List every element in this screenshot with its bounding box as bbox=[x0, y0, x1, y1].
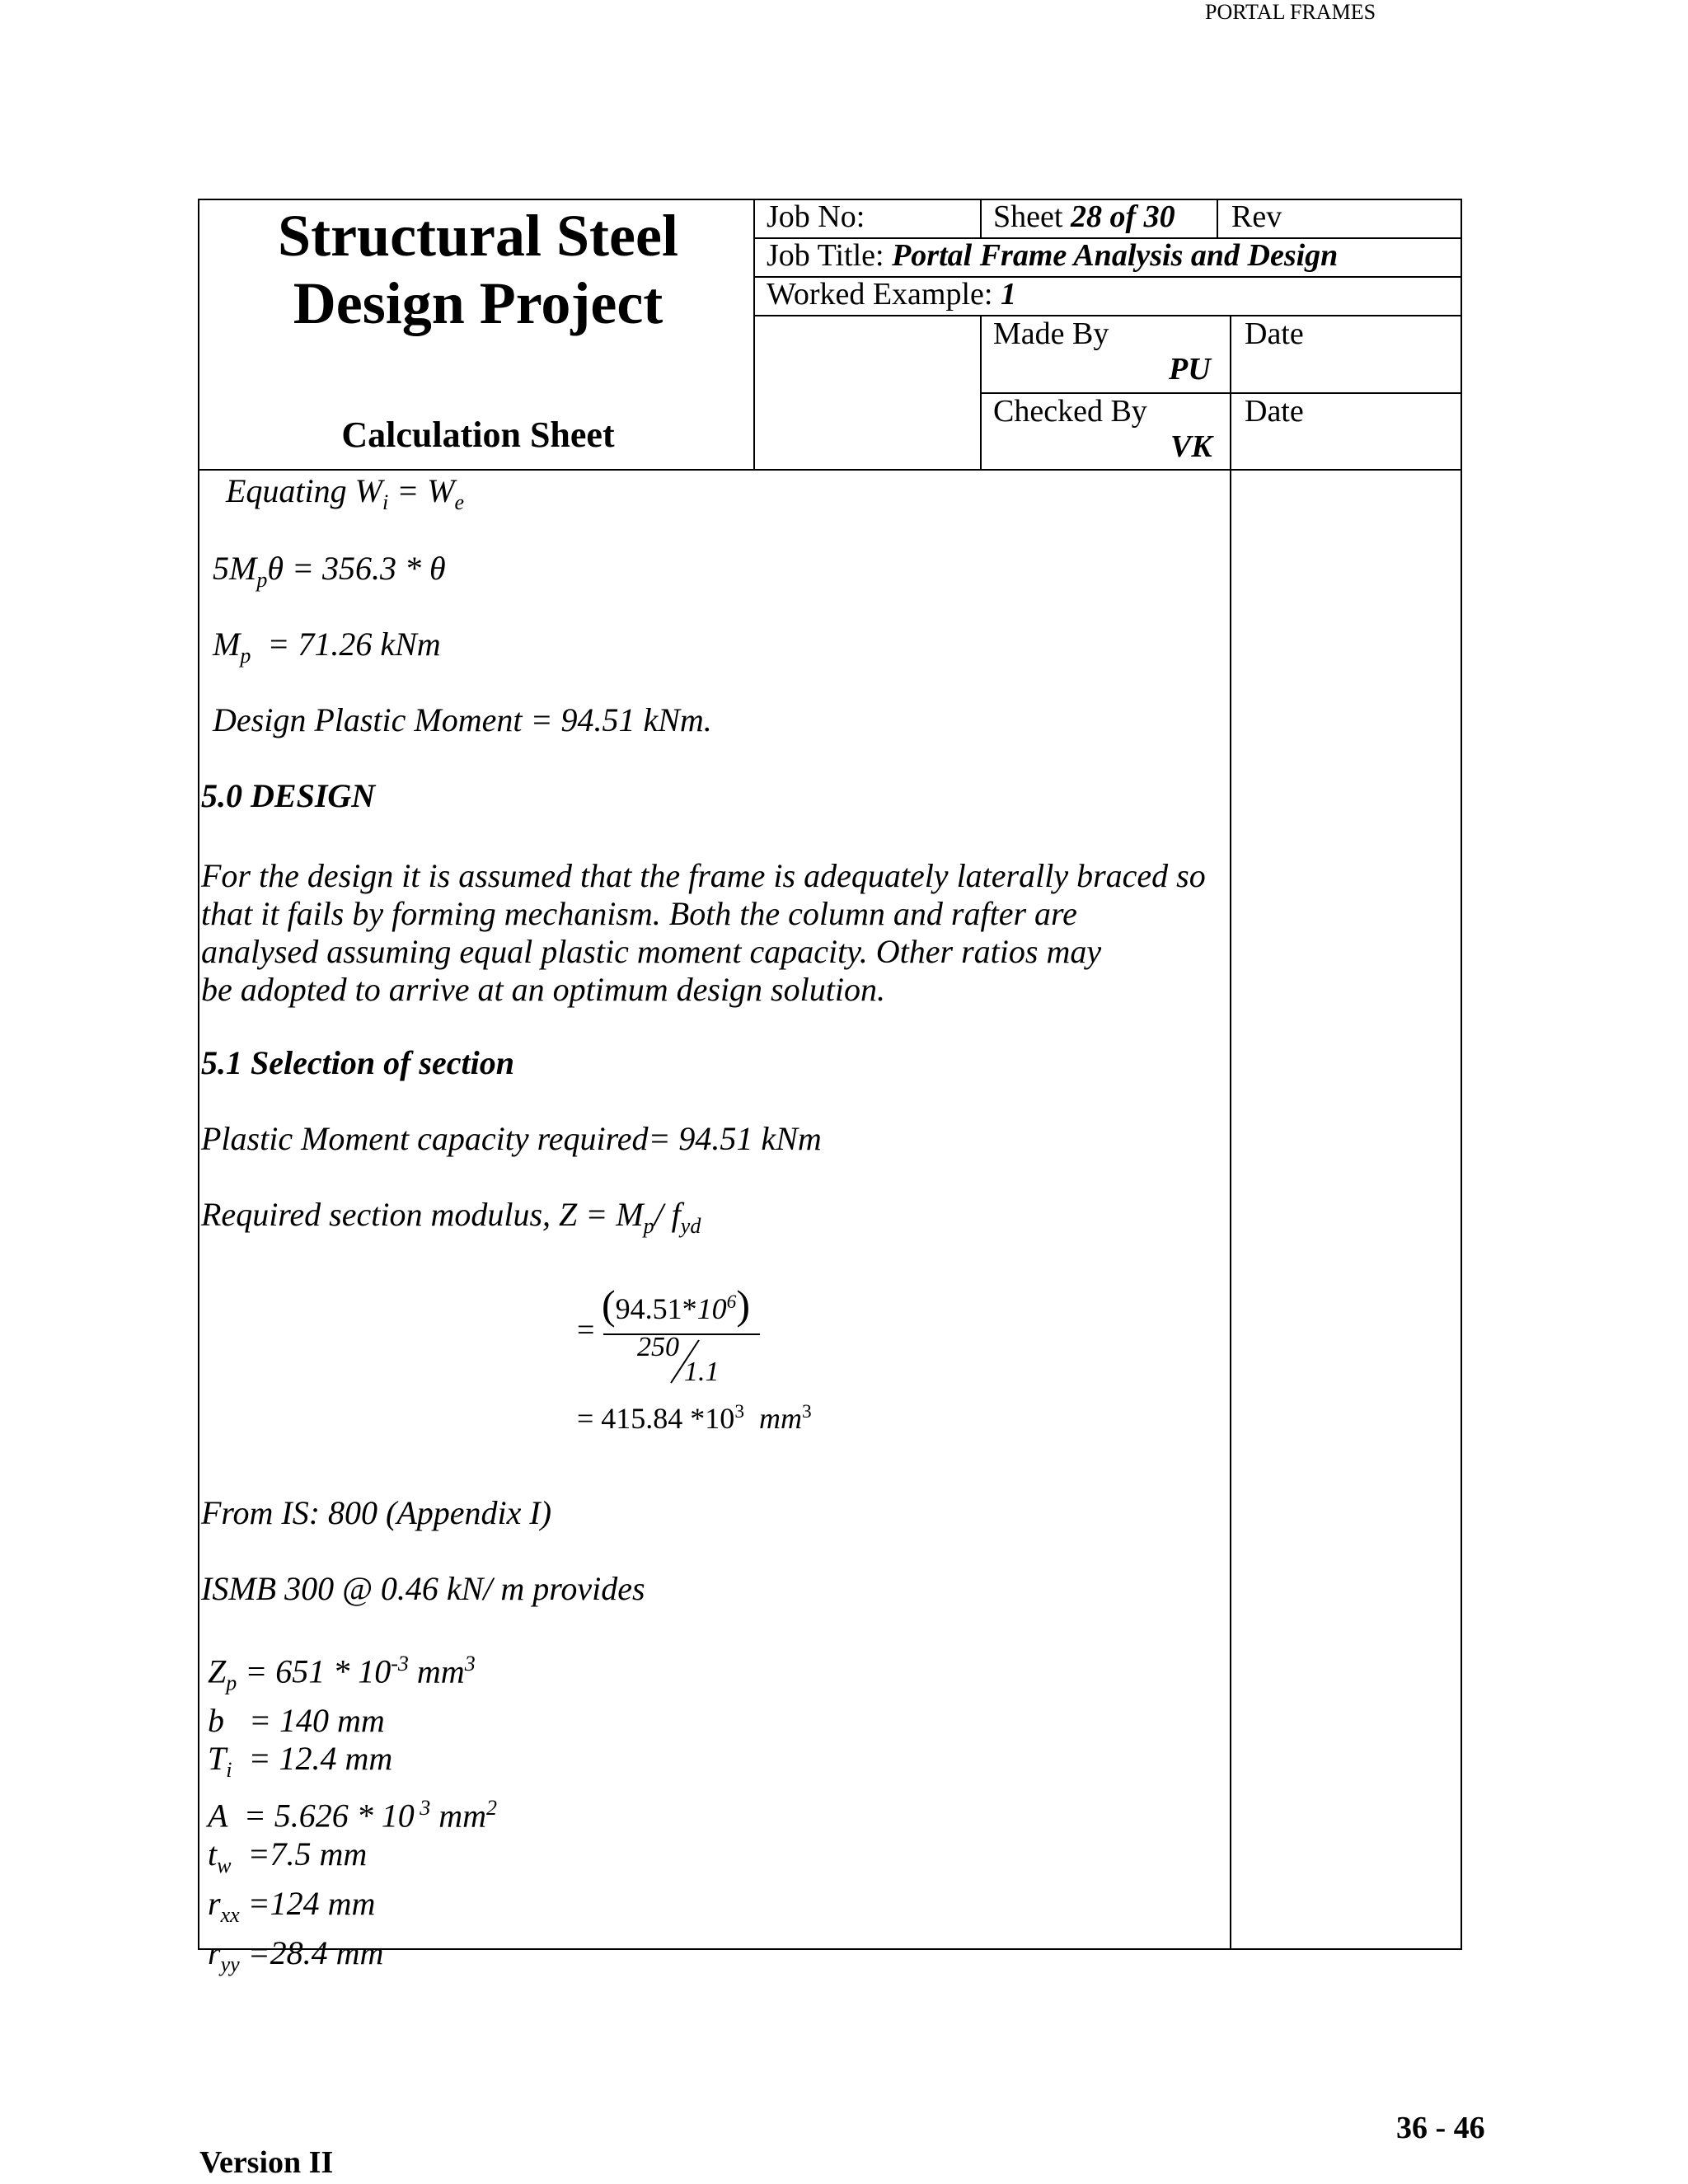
project-title-line-2: Design Project bbox=[293, 270, 663, 336]
made-by-label: Made By bbox=[993, 316, 1109, 351]
modulus-sub-yd: yd bbox=[680, 1214, 701, 1238]
num-close-paren: ) bbox=[736, 1282, 751, 1328]
equating-mid: = W bbox=[388, 472, 455, 509]
den-top: 250 bbox=[637, 1332, 679, 1362]
worked-example-cell bbox=[767, 276, 1016, 312]
sheet-cell-left bbox=[980, 199, 982, 239]
job-title-label: Job Title: bbox=[767, 238, 884, 273]
section-modulus-line bbox=[201, 1195, 701, 1239]
equating-prefix: Equating W bbox=[226, 472, 382, 509]
sheet-value: 28 of 30 bbox=[1070, 199, 1175, 234]
section-heading-design: 5.0 DESIGN bbox=[201, 777, 376, 814]
property-ti: $T_i = 12.4$ mm bbox=[208, 1740, 393, 1783]
modulus-sub-p: p bbox=[643, 1214, 654, 1238]
equating-sub-e: e bbox=[454, 490, 465, 514]
den-bottom: 1.1 bbox=[684, 1357, 720, 1387]
margin-column-line bbox=[1230, 315, 1231, 1950]
modulus-b: / f bbox=[654, 1196, 681, 1233]
property-rxx: $r_{xx} =124$ mm bbox=[208, 1884, 376, 1927]
sheet-cell bbox=[993, 199, 1175, 235]
num-open-paren: ( bbox=[602, 1282, 616, 1328]
num-value: 94.51* bbox=[615, 1292, 697, 1325]
modulus-a: Required section modulus, Z = M bbox=[201, 1196, 644, 1233]
formula-equals: = bbox=[577, 1313, 595, 1347]
eq2-a: M bbox=[213, 626, 241, 663]
page-number: 36 - 46 bbox=[1396, 2111, 1485, 2145]
property-b: b = 140 mm bbox=[208, 1702, 385, 1740]
checked-by-label: Checked By bbox=[993, 394, 1147, 429]
equating-sub-i: i bbox=[382, 490, 389, 514]
equating-line bbox=[226, 471, 464, 515]
property-ryy: $r_{yy} =28.4$ mm bbox=[208, 1933, 384, 1976]
rev-label: Rev bbox=[1231, 199, 1282, 234]
running-header: PORTAL FRAMES bbox=[1205, 0, 1376, 24]
result-unit: mm bbox=[759, 1402, 803, 1435]
result-exp: 3 bbox=[734, 1401, 745, 1422]
made-by-value: PU bbox=[1169, 352, 1211, 387]
property-a: A = 5.626 * 10 $^3$ $mm^2$ bbox=[208, 1796, 497, 1835]
moment-required: Plastic Moment capacity required= 94.51 kNm bbox=[201, 1120, 822, 1157]
from-is-800: From IS: 800 (Appendix I) bbox=[201, 1494, 552, 1531]
frame-right-border bbox=[1461, 199, 1462, 1950]
property-tw: $t_w =7.5$ mm bbox=[208, 1835, 368, 1877]
design-para-line-2: that it fails by forming mechanism. Both the column and rafter are bbox=[201, 895, 1077, 932]
eq2-b: = 71.26 kNm bbox=[251, 626, 441, 663]
worked-example-value: 1 bbox=[1000, 277, 1016, 312]
project-title-line-1: Structural Steel bbox=[278, 203, 678, 269]
result-unit-exp: 3 bbox=[802, 1401, 812, 1422]
eq1-a: 5M bbox=[213, 550, 257, 587]
version-label: Version II bbox=[199, 2145, 334, 2180]
formula-numerator bbox=[602, 1281, 750, 1329]
design-paragraph bbox=[201, 857, 1206, 1009]
design-para-line-3: analysed assuming equal plastic moment capacity. Other ratios may bbox=[201, 933, 1102, 970]
ismb-section: ISMB 300 @ 0.46 kN/ m provides bbox=[201, 1570, 645, 1607]
calculation-sheet-label: Calculation Sheet bbox=[341, 415, 615, 455]
design-plastic-moment: Design Plastic Moment = 94.51 kNm. bbox=[213, 701, 712, 738]
job-no-label: Job No: bbox=[767, 199, 865, 234]
num-exp: 6 bbox=[726, 1291, 737, 1313]
subsection-heading-selection: 5.1 Selection of section bbox=[201, 1044, 514, 1081]
eq1-b: θ = 356.3 * θ bbox=[267, 550, 446, 587]
equation-mp-result bbox=[213, 625, 441, 668]
job-title-value: Portal Frame Analysis and Design bbox=[892, 238, 1339, 273]
section-properties bbox=[208, 1645, 497, 1984]
date-label-2: Date bbox=[1245, 394, 1304, 429]
madeby-cell-left bbox=[980, 315, 982, 471]
formula-result bbox=[577, 1401, 812, 1436]
result-prefix: = 415.84 *10 bbox=[577, 1402, 735, 1435]
sheet-label: Sheet bbox=[993, 199, 1063, 234]
title-block-bottom-border bbox=[198, 469, 1462, 471]
worked-example-label: Worked Example: bbox=[767, 277, 993, 312]
sheet-cell-right bbox=[1217, 199, 1218, 239]
eq2-sub: p bbox=[240, 644, 251, 668]
design-para-line-4: be adopted to arrive at an optimum design solution. bbox=[201, 971, 885, 1008]
checked-by-value: VK bbox=[1170, 429, 1212, 464]
job-title-cell bbox=[767, 237, 1338, 274]
equation-virtual-work bbox=[213, 549, 446, 593]
date-label-1: Date bbox=[1245, 316, 1304, 351]
num-exp-base: 10 bbox=[696, 1292, 727, 1325]
frame-left-border bbox=[198, 199, 199, 1950]
property-zp: $Z_p = 651 * 10^{-3}$ $mm^3$ bbox=[208, 1652, 476, 1695]
eq1-sub: p bbox=[256, 568, 268, 592]
design-para-line-1: For the design it is assumed that the frame is adequately laterally braced so bbox=[201, 857, 1206, 894]
fraction-bar bbox=[603, 1333, 760, 1335]
